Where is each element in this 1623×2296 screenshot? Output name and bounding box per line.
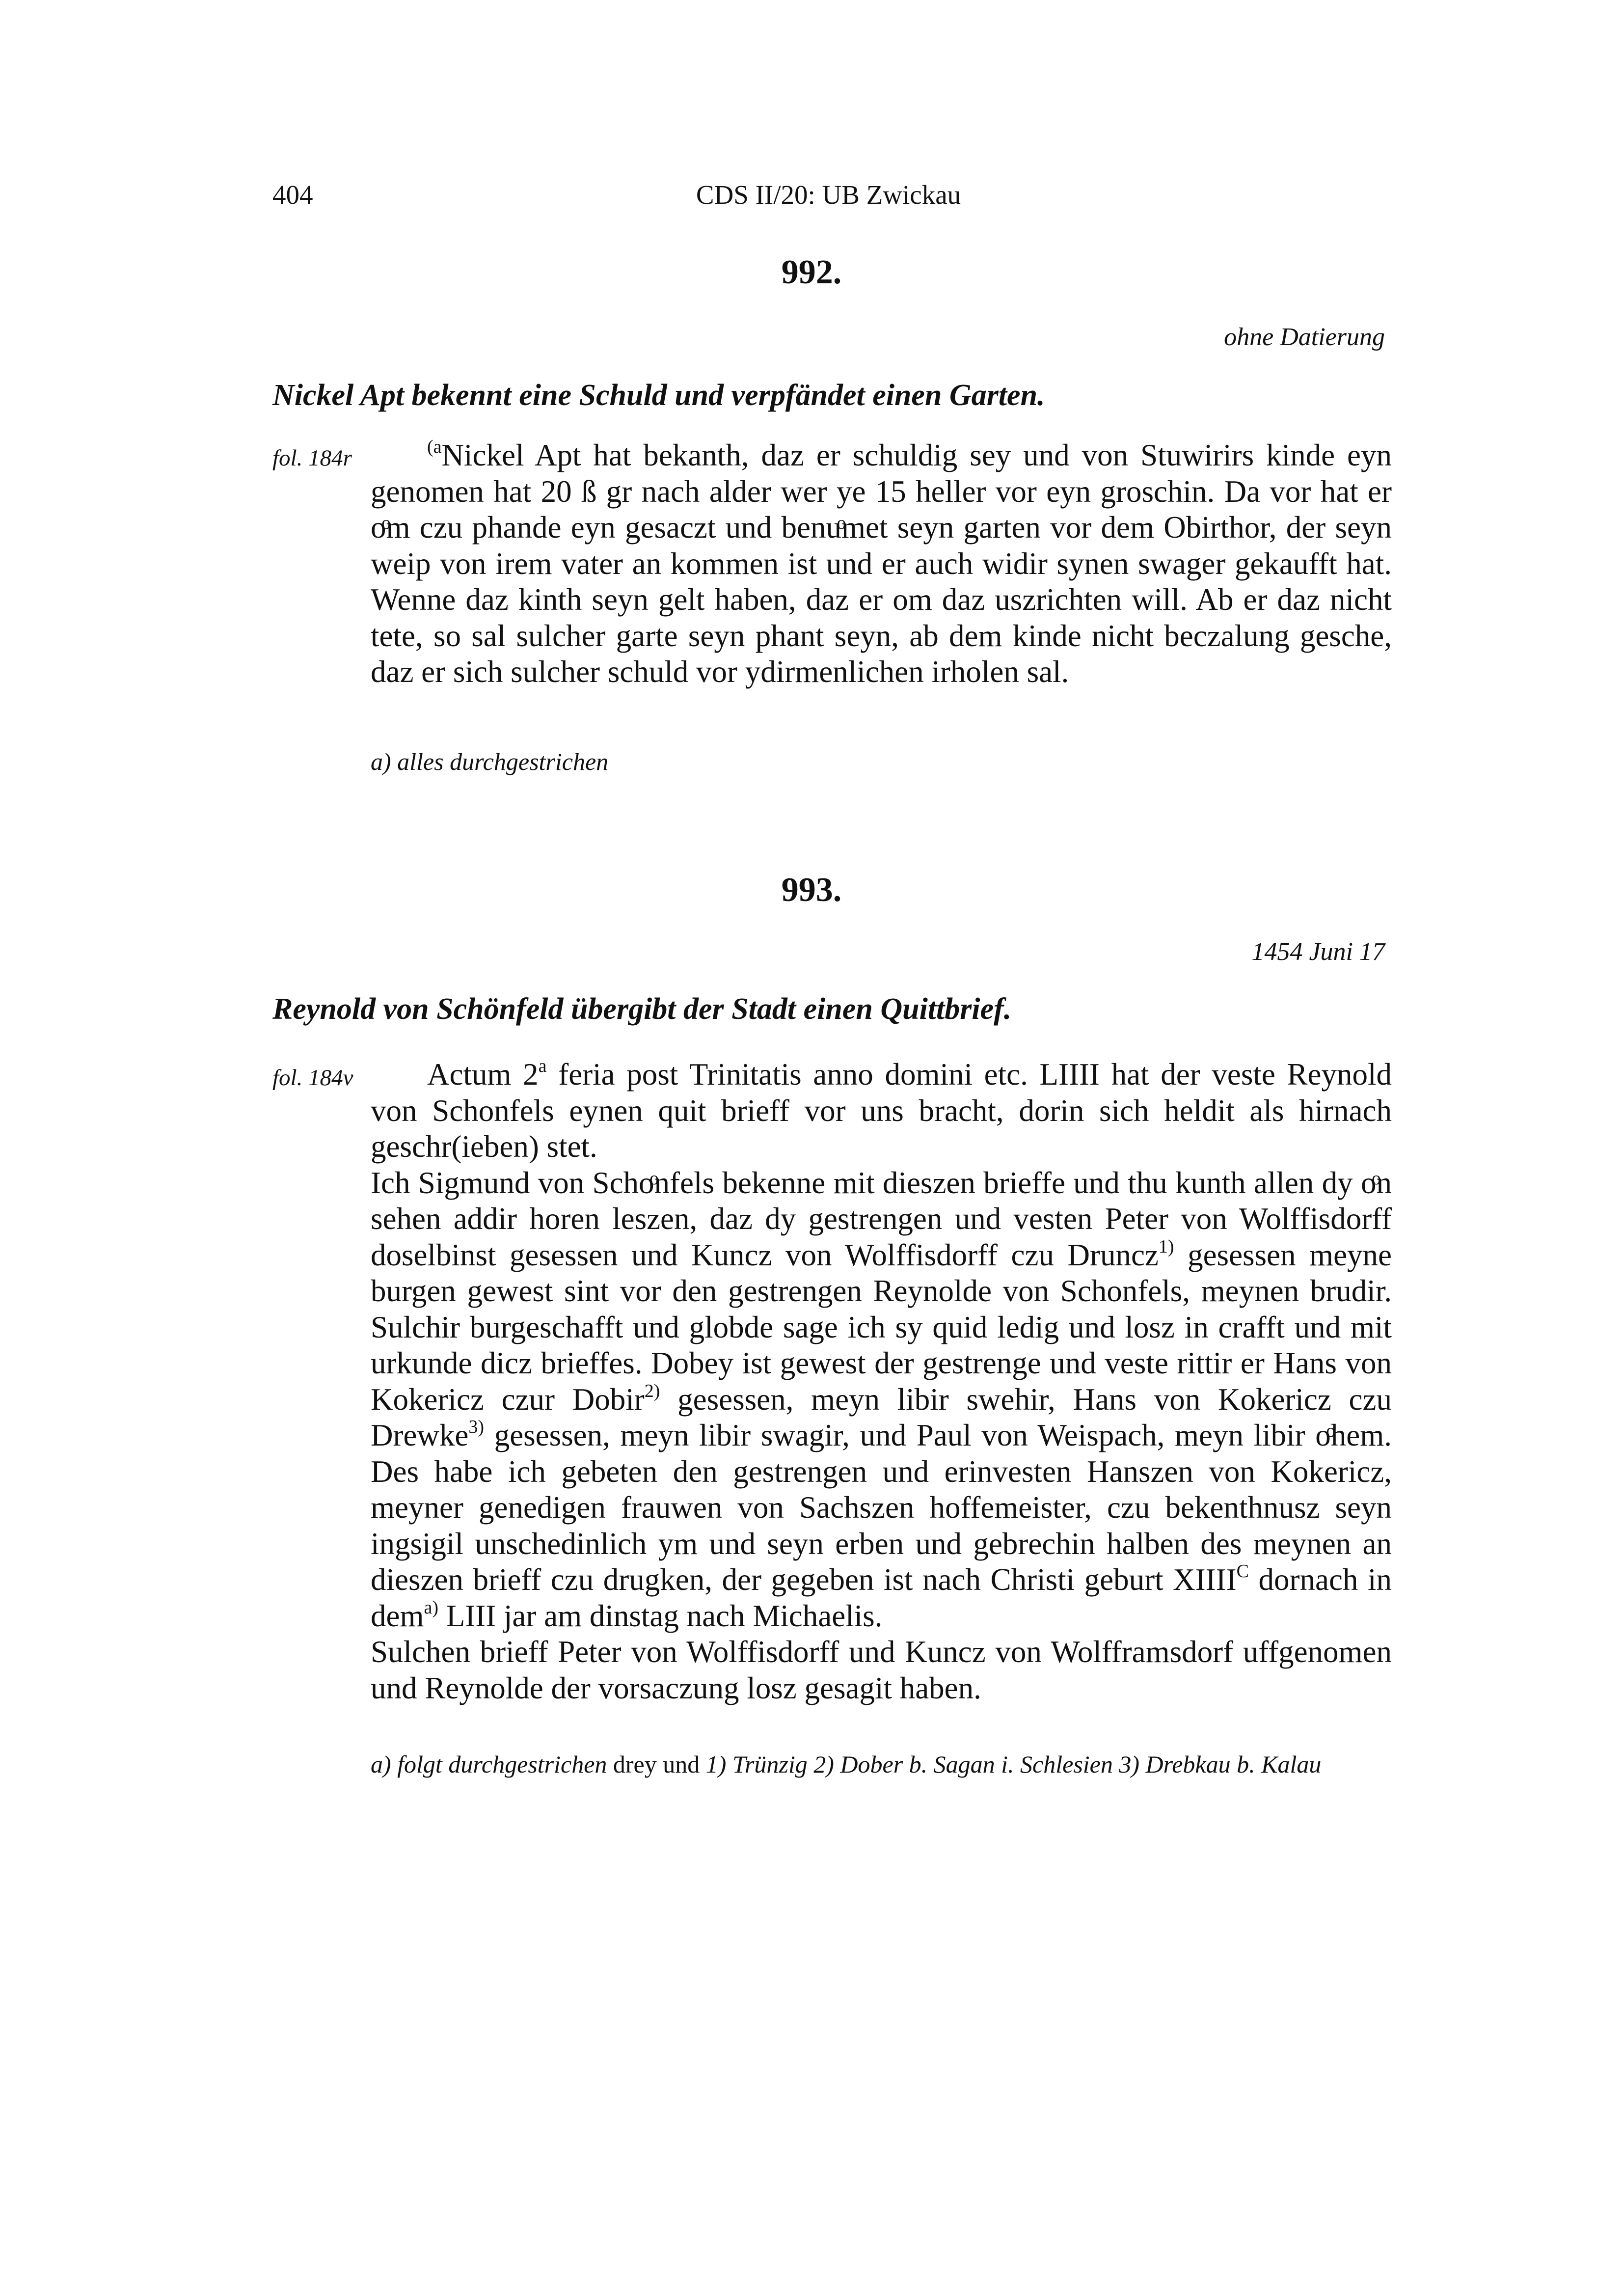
paragraph-text: Nickel Apt hat bekanth, daz er schuldig sey und von Stuwirirs kinde eyn genomen hat 20 ß gr nach alder wer ye 15 heller vor eyn groschin. Da vor hat er oͦm czu phande eyn gesaczt und benuͦmet seyn garten vor dem Obirthor, der seyn weip von irem vater an kommen ist und er auch widir synen swager gekaufft hat. Wenne daz kinth seyn gelt haben, daz er om daz uszrichten will. Ab er daz nicht tete, so sal sulcher garte seyn phant seyn, ab dem kinde nicht beczalung gesche, daz er sich sulcher schuld vor ydirmenlichen irholen sal. xyxy=(371,438,1392,689)
entry-text-992 xyxy=(371,437,1392,690)
entry-number-993: 993. xyxy=(781,871,842,909)
page-number: 404 xyxy=(272,180,313,210)
footnote-ref: 2) xyxy=(644,1380,660,1401)
entry-date-993: 1454 Juni 17 xyxy=(1251,938,1385,966)
folio-marker-992: fol. 184r xyxy=(272,445,352,471)
footnote-ref: a) xyxy=(424,1597,438,1618)
entry-text-993 xyxy=(371,1057,1392,1706)
paragraph xyxy=(371,437,1392,690)
folio-marker-993: fol. 184v xyxy=(272,1065,353,1091)
footnote-992 xyxy=(371,745,1392,778)
note-mark: (a xyxy=(427,437,442,457)
footnote-993 xyxy=(371,1748,1392,1780)
running-head xyxy=(272,179,1384,219)
paragraph: Ich Sigmund von Schoͦnfels bekenne mit dieszen brieffe und thu kunth allen dy oͦn sehen addir horen leszen, daz dy gestrengen und vesten Peter von Wolffisdorff doselbinst gesessen und Kuncz von Wolffisdorff czu Druncz$^{1)}$ gesessen meyne burgen gewest sint vor den gestrengen Reynolde von Schonfels, meynen brudir. Sulchir burgeschafft und globde sage ich sy quid ledig und losz in crafft und mit urkunde dicz brieffes. Dobey ist gewest der gestrenge und veste rittir er Hans von Kokericz czur Dobir$^{2)}$ gesessen, meyn libir swehir, Hans von Kokericz czu Drewke$^{3)}$ gesessen, meyn libir swagir, und Paul von Weispach, meyn libir oͦhem. Des habe ich gebeten den gestrengen und erinvesten Hanszen von Kokericz, meyner genedigen frauwen von Sachszen hoffemeister, czu bekenthnusz seyn ingsigil unschedinlich ym und seyn erben und gebrechin halben des meynen an dieszen brieff czu drugken, der gegeben ist nach Christi geburt $XIIII^C$ dornach in dem$^{a)}$ LIII jar am dinstag nach Michaelis. xyxy=(371,1165,1392,1633)
footnote-word: drey und xyxy=(607,1750,706,1778)
running-title: CDS II/20: UB Zwickau xyxy=(696,180,961,210)
superscript: C xyxy=(1236,1561,1249,1582)
paragraph: Actum 2$^a$ feria post Trinitatis anno domini etc. LIIII hat der veste Reynold von Schonfels eynen quit brieff vor uns bracht, dorin sich heldit als hirnach geschr(ieben) stet. xyxy=(371,1056,1392,1164)
footnote-text: a) alles durchgestrichen xyxy=(371,748,609,775)
footnote-label: a) folgt durchgestrichen xyxy=(371,1750,607,1778)
footnote-ref: 1) xyxy=(1158,1236,1174,1257)
entry-heading-992: Nickel Apt bekennt eine Schuld und verpfändet einen Garten. xyxy=(272,379,1045,412)
entry-heading-993: Reynold von Schönfeld übergibt der Stadt einen Quittbrief. xyxy=(272,992,1012,1026)
footnote-ref: 3) xyxy=(468,1417,485,1437)
superscript: a xyxy=(538,1056,547,1076)
entry-number-992: 992. xyxy=(781,253,842,291)
footnote-notes: 1) Trünzig 2) Dober b. Sagan i. Schlesien 3) Drebkau b. Kalau xyxy=(705,1750,1322,1778)
paragraph: Sulchen brieff Peter von Wolffisdorff und Kuncz von Wolfframsdorf uffgenomen und Reynolde der vorsaczung losz gesagit haben. xyxy=(371,1635,1392,1705)
entry-date-992: ohne Datierung xyxy=(1224,323,1385,351)
